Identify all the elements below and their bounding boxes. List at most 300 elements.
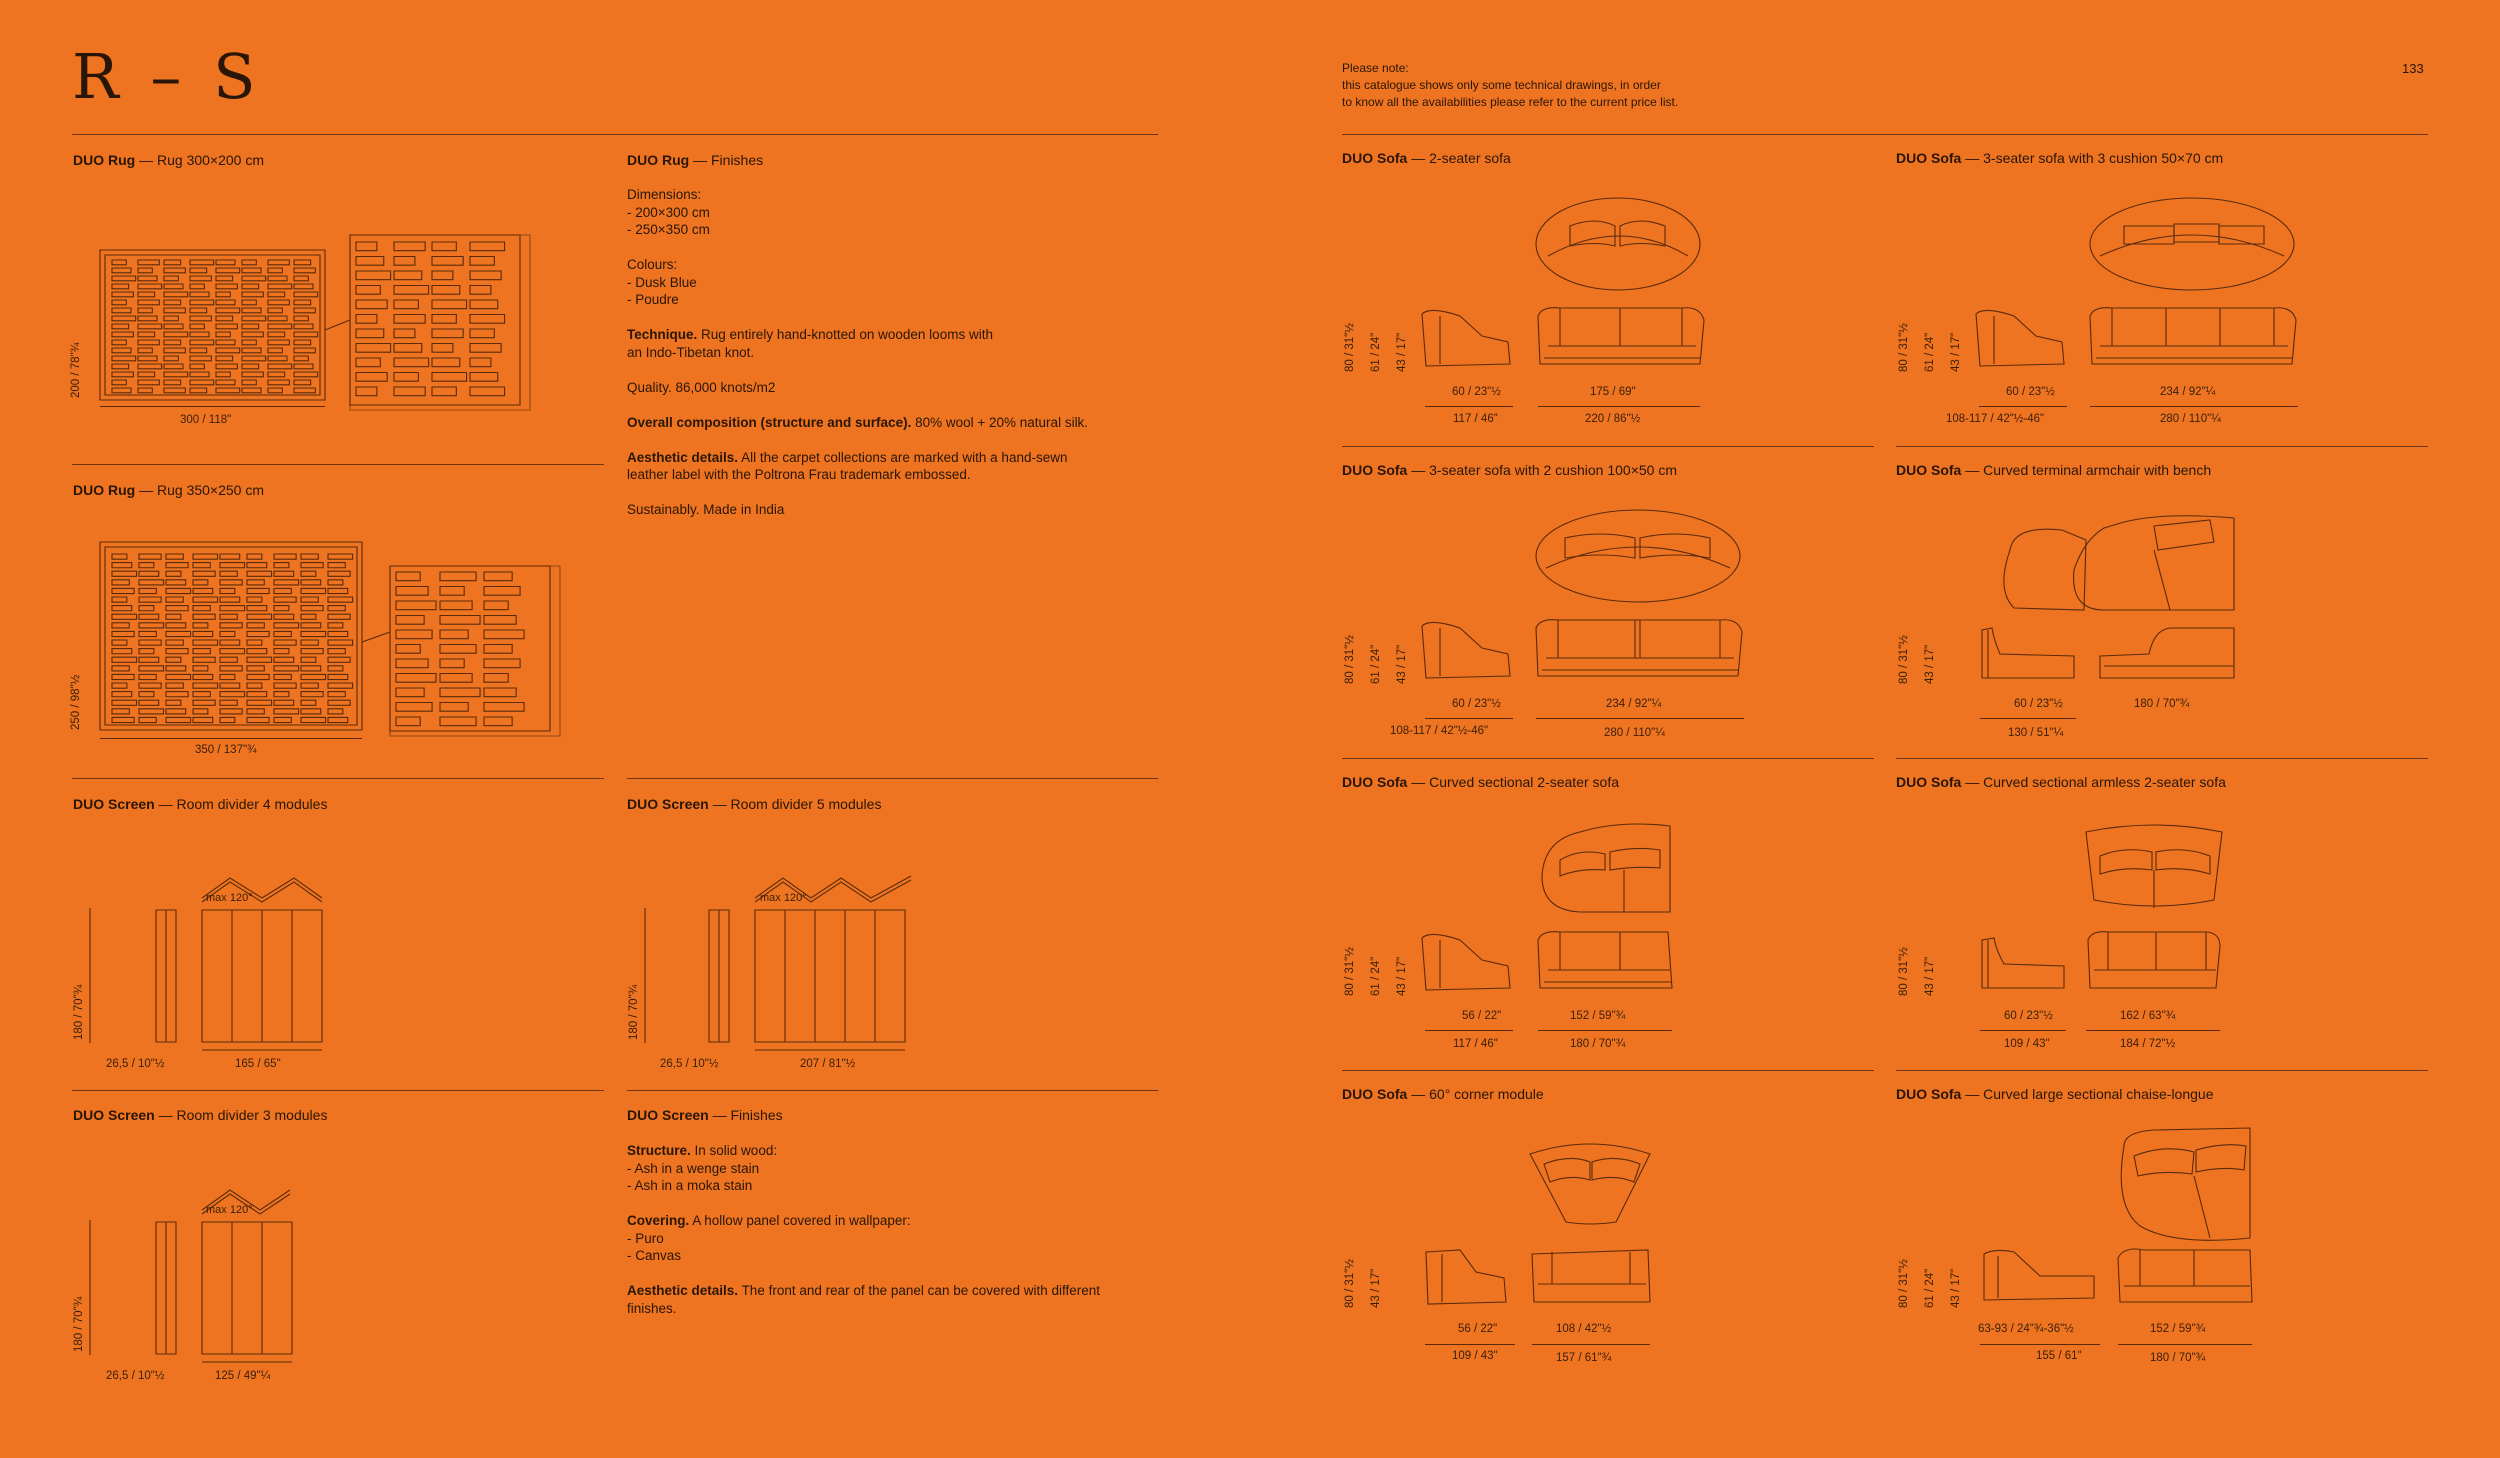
- rug-pattern-tile: [112, 683, 127, 688]
- sofa5-d2: 117 / 46": [1453, 1038, 1498, 1050]
- rug-pattern-tile: [247, 563, 267, 568]
- rug-pattern-tile: [193, 623, 208, 628]
- rug-pattern-tile: [138, 308, 152, 313]
- composition-text: 80% wool + 20% natural silk.: [915, 414, 1089, 430]
- rug-pattern-tile: [190, 308, 207, 313]
- rug-pattern-tile: [166, 700, 181, 705]
- rug-pattern-tile: [396, 659, 428, 668]
- rug-pattern-tile: [484, 659, 520, 668]
- sofa2-h1: 80 / 31"½: [1898, 323, 1910, 372]
- rug-pattern-tile: [432, 286, 460, 295]
- rug-pattern-tile: [328, 631, 348, 636]
- rug-pattern-tile: [112, 292, 133, 297]
- rug-pattern-tile: [216, 316, 233, 321]
- rug-pattern-tile: [247, 692, 267, 697]
- rug-pattern-tile: [242, 356, 266, 361]
- rug-350x250-drawing: [100, 542, 560, 742]
- dimension-line: [1425, 1344, 1515, 1345]
- rug-pattern-tile: [164, 356, 178, 361]
- rug-pattern-tile: [164, 284, 183, 289]
- rug-pattern-tile: [112, 606, 132, 611]
- rug-pattern-tile: [301, 606, 323, 611]
- rug-pattern-tile: [139, 709, 164, 714]
- rug-pattern-tile: [139, 631, 156, 636]
- rug-pattern-tile: [112, 614, 137, 619]
- sofa-curved-sectional-2-seater-heading: DUO Sofa — Curved sectional 2-seater sofa: [1342, 774, 1619, 790]
- rug-pattern-tile: [220, 700, 237, 705]
- screen-4-depth: 26,5 / 10"½: [106, 1058, 165, 1070]
- rug-pattern-tile: [164, 300, 181, 305]
- divider: [72, 1090, 604, 1091]
- rug-pattern-tile: [164, 292, 188, 297]
- rug-pattern-tile: [112, 580, 129, 585]
- rug-pattern-tile: [470, 329, 494, 338]
- rug-pattern-tile: [216, 356, 233, 361]
- rug-pattern-tile: [190, 380, 214, 385]
- dimension-item: - 200×300 cm: [627, 204, 710, 220]
- rug-pattern-tile: [216, 292, 230, 297]
- rug-pattern-tile: [470, 257, 494, 266]
- aesthetic-text: leather label with the Poltrona Frau trademark embossed.: [627, 467, 971, 482]
- rug-pattern-tile: [294, 268, 315, 273]
- rug-pattern-tile: [432, 315, 456, 324]
- rug-pattern-tile: [294, 324, 313, 329]
- rug-pattern-tile: [268, 316, 287, 321]
- rug-pattern-tile: [294, 356, 308, 361]
- rug-pattern-tile: [220, 623, 242, 628]
- rug-pattern-tile: [301, 666, 321, 671]
- rug-pattern-tile: [396, 688, 424, 697]
- rug-pattern-tile: [166, 692, 188, 697]
- rug-pattern-tile: [274, 631, 291, 636]
- rug-pattern-tile: [394, 358, 429, 367]
- rug-pattern-tile: [470, 344, 501, 353]
- rug-pattern-tile: [164, 324, 183, 329]
- sofa6-d2: 109 / 43": [2004, 1038, 2050, 1050]
- rug-pattern-tile: [166, 674, 191, 679]
- rug-pattern-tile: [470, 286, 491, 295]
- rug-pattern-tile: [328, 657, 350, 662]
- sofa6-w2: 184 / 72"½: [2120, 1038, 2176, 1050]
- rug-pattern-tile: [268, 268, 282, 273]
- rug-pattern-tile: [268, 380, 289, 385]
- rug-pattern-tile: [242, 372, 263, 377]
- screen-5-angle: max 120°: [760, 892, 807, 904]
- rug-pattern-tile: [138, 276, 157, 281]
- rug-pattern-tile: [164, 372, 188, 377]
- rug-pattern-tile: [247, 580, 264, 585]
- rug-pattern-tile: [294, 292, 318, 297]
- rug-pattern-tile: [440, 659, 464, 668]
- rug-pattern-tile: [164, 340, 181, 345]
- rug-pattern-tile: [301, 563, 323, 568]
- rug-finishes-text: [627, 186, 1167, 536]
- sofa6-h1: 80 / 31"½: [1898, 947, 1910, 996]
- rug-pattern-tile: [216, 300, 235, 305]
- sofa6-d1: 60 / 23"½: [2004, 1010, 2053, 1022]
- aesthetic-text: finishes.: [627, 1300, 677, 1316]
- rug-pattern-tile: [440, 688, 480, 697]
- aesthetic-label: Aesthetic details.: [627, 1283, 739, 1298]
- divider: [1896, 446, 2428, 447]
- rug-pattern-tile: [470, 315, 505, 324]
- rug-pattern-tile: [470, 242, 505, 251]
- rug-pattern-tile: [328, 649, 345, 654]
- sofa4-d1: 60 / 23"½: [2014, 698, 2063, 710]
- dimension-line: [2086, 1030, 2220, 1031]
- rug-pattern-tile: [139, 597, 161, 602]
- rug-pattern-tile: [394, 257, 415, 266]
- rug-pattern-tile: [242, 268, 261, 273]
- note-line-1: this catalogue shows only some technical drawings, in order: [1342, 78, 1661, 92]
- rug-pattern-tile: [274, 597, 296, 602]
- sofa2-w2: 280 / 110"¼: [2160, 413, 2221, 425]
- rug-pattern-tile: [328, 614, 350, 619]
- rug-pattern-tile: [294, 284, 313, 289]
- rug-pattern-tile: [356, 271, 391, 280]
- structure-label: Structure.: [627, 1143, 691, 1158]
- rug-pattern-tile: [166, 717, 191, 722]
- page-number: 133: [2402, 61, 2424, 76]
- rug-pattern-tile: [328, 700, 350, 705]
- rug-pattern-tile: [139, 657, 159, 662]
- rug-pattern-tile: [484, 645, 512, 654]
- dimension-line: [100, 738, 362, 739]
- rug-pattern-tile: [432, 358, 460, 367]
- divider: [627, 778, 1158, 779]
- rug-pattern-tile: [112, 674, 134, 679]
- sofa1-w2: 220 / 86"½: [1585, 413, 1641, 425]
- rug-pattern-tile: [432, 329, 463, 338]
- catalogue-note: [1342, 60, 1678, 111]
- dimension-line: [2090, 406, 2298, 407]
- rug-pattern-tile: [247, 623, 264, 628]
- rug-pattern-tile: [166, 614, 181, 619]
- rug-pattern-tile: [328, 554, 353, 559]
- rug-pattern-tile: [247, 683, 262, 688]
- structure-text: In solid wood:: [694, 1143, 778, 1158]
- rug-pattern-tile: [216, 324, 237, 329]
- rug-pattern-tile: [166, 666, 186, 671]
- sofa-chaise-longue-drawing: [1974, 1126, 2264, 1326]
- technique-label: Technique.: [627, 327, 698, 342]
- sofa4-w1: 180 / 70"¾: [2134, 698, 2190, 710]
- rug-pattern-tile: [484, 587, 520, 596]
- screen-4-height: 180 / 70"¾: [73, 984, 85, 1040]
- rug-pattern-tile: [139, 588, 156, 593]
- rug-pattern-tile: [190, 292, 209, 297]
- rug-pattern-tile: [139, 692, 154, 697]
- covering-label: Covering.: [627, 1213, 690, 1228]
- sofa5-h3: 43 / 17": [1396, 956, 1408, 996]
- divider: [1342, 758, 1874, 759]
- rug-pattern-tile: [193, 717, 213, 722]
- sofa-2-seater-heading: DUO Sofa — 2-seater sofa: [1342, 150, 1511, 166]
- rug-pattern-tile: [164, 260, 181, 265]
- rug-pattern-tile: [138, 284, 162, 289]
- rug-pattern-tile: [328, 580, 343, 585]
- rug-pattern-tile: [112, 372, 133, 377]
- rug-pattern-tile: [432, 257, 463, 266]
- rug-pattern-tile: [193, 554, 218, 559]
- rug-300x200-drawing: [100, 230, 530, 410]
- rug-pattern-tile: [274, 606, 289, 611]
- rug-pattern-tile: [242, 300, 256, 305]
- sofa-curved-sectional-2-seater-drawing: [1420, 820, 1720, 1010]
- rug-pattern-tile: [394, 242, 425, 251]
- rug-pattern-tile: [139, 640, 161, 645]
- rug-pattern-tile: [294, 348, 315, 353]
- dimension-line: [1980, 1344, 2100, 1345]
- rug-pattern-tile: [274, 614, 294, 619]
- rug-pattern-tile: [138, 316, 157, 321]
- rug-pattern-tile: [166, 657, 181, 662]
- rug-pattern-tile: [138, 380, 159, 385]
- rug-pattern-tile: [268, 324, 292, 329]
- rug-pattern-tile: [274, 588, 291, 593]
- rug-pattern-tile: [242, 380, 256, 385]
- rug-pattern-tile: [274, 554, 296, 559]
- sofa2-w1: 234 / 92"¼: [2160, 386, 2216, 398]
- screen-3-height: 180 / 70"¾: [73, 1296, 85, 1352]
- sofa-curved-armless-drawing: [1974, 820, 2234, 1010]
- rug-pattern-tile: [193, 683, 218, 688]
- rug-pattern-tile: [112, 666, 129, 671]
- rug-pattern-tile: [328, 709, 343, 714]
- rug-pattern-tile: [274, 571, 294, 576]
- rug-pattern-tile: [268, 364, 292, 369]
- rug-pattern-tile: [394, 329, 415, 338]
- rug-350x250-heading: DUO Rug — Rug 350×250 cm: [73, 482, 265, 498]
- rug-pattern-tile: [112, 308, 131, 313]
- sofa2-h2: 61 / 24": [1924, 332, 1936, 372]
- rug-pattern-tile: [242, 332, 263, 337]
- rug-pattern-tile: [216, 332, 230, 337]
- rug-pattern-tile: [112, 364, 129, 369]
- rug-pattern-tile: [247, 571, 272, 576]
- colour-item: - Dusk Blue: [627, 274, 697, 290]
- sustainability-text: Sustainably. Made in India: [627, 502, 785, 517]
- rug-300x200-height: 200 / 78"¾: [70, 342, 82, 398]
- rug-pattern-tile: [193, 640, 218, 645]
- dimension-item: - 250×350 cm: [627, 222, 710, 237]
- rug-pattern-tile: [112, 717, 134, 722]
- rug-pattern-tile: [268, 356, 287, 361]
- rug-pattern-tile: [193, 563, 210, 568]
- sofa8-d1: 63-93 / 24"¾-36"½: [1978, 1323, 2074, 1335]
- rug-pattern-tile: [328, 666, 343, 671]
- rug-pattern-tile: [301, 580, 321, 585]
- rug-pattern-tile: [220, 709, 242, 714]
- rug-pattern-tile: [301, 692, 323, 697]
- rug-pattern-tile: [112, 649, 132, 654]
- rug-pattern-tile: [139, 563, 154, 568]
- rug-pattern-tile: [139, 666, 164, 671]
- sofa5-w2: 180 / 70"¾: [1570, 1038, 1626, 1050]
- rug-pattern-tile: [216, 260, 235, 265]
- dimension-line: [1980, 718, 2076, 719]
- rug-pattern-tile: [396, 630, 432, 639]
- rug-pattern-tile: [112, 657, 137, 662]
- rug-pattern-tile: [440, 572, 476, 581]
- rug-pattern-tile: [220, 580, 242, 585]
- rug-pattern-tile: [301, 683, 318, 688]
- sofa5-d1: 56 / 22": [1462, 1010, 1502, 1022]
- rug-pattern-tile: [247, 709, 264, 714]
- rug-pattern-tile: [138, 356, 157, 361]
- rug-pattern-tile: [166, 606, 188, 611]
- rug-pattern-tile: [268, 340, 289, 345]
- sofa2-d1: 60 / 23"½: [2006, 386, 2055, 398]
- rug-pattern-tile: [328, 640, 353, 645]
- rug-pattern-tile: [139, 674, 156, 679]
- rug-pattern-tile: [138, 324, 162, 329]
- rug-pattern-tile: [242, 340, 256, 345]
- rug-pattern-tile: [356, 344, 391, 353]
- rug-pattern-tile: [268, 332, 285, 337]
- rug-pattern-tile: [301, 554, 318, 559]
- rug-pattern-tile: [193, 666, 208, 671]
- rug-pattern-tile: [193, 580, 208, 585]
- rug-pattern-tile: [356, 329, 384, 338]
- rug-pattern-tile: [220, 563, 245, 568]
- rug-pattern-tile: [139, 649, 154, 654]
- sofa3-d2: 108-117 / 42"½-46": [1390, 725, 1489, 737]
- note-title: Please note:: [1342, 61, 1409, 75]
- rug-pattern-tile: [432, 373, 467, 382]
- composition-label: Overall composition (structure and surface).: [627, 414, 912, 430]
- rug-pattern-tile: [242, 284, 259, 289]
- rug-pattern-tile: [268, 260, 289, 265]
- structure-item: - Ash in a moka stain: [627, 1178, 753, 1193]
- rug-pattern-tile: [166, 640, 183, 645]
- sofa7-d2: 109 / 43": [1452, 1350, 1498, 1362]
- dimension-line: [1980, 1030, 2066, 1031]
- rug-pattern-tile: [484, 703, 524, 712]
- rug-pattern-tile: [432, 271, 453, 280]
- rug-pattern-tile: [396, 674, 436, 683]
- rug-pattern-tile: [190, 276, 211, 281]
- sofa3-h3: 43 / 17": [1396, 644, 1408, 684]
- rug-pattern-tile: [193, 674, 213, 679]
- rug-pattern-tile: [112, 260, 126, 265]
- rug-pattern-tile: [138, 268, 152, 273]
- rug-pattern-tile: [274, 692, 289, 697]
- rug-pattern-tile: [268, 388, 282, 393]
- rug-pattern-tile: [190, 324, 204, 329]
- divider: [1342, 1070, 1874, 1071]
- screen-finishes-text: [627, 1142, 1167, 1335]
- rug-pattern-tile: [166, 709, 186, 714]
- rug-pattern-tile: [470, 271, 501, 280]
- rug-pattern-tile: [440, 616, 480, 625]
- rug-pattern-tile: [247, 717, 269, 722]
- rug-pattern-tile: [328, 674, 348, 679]
- divider: [627, 1090, 1158, 1091]
- rug-pattern-tile: [294, 364, 313, 369]
- rug-pattern-tile: [301, 700, 316, 705]
- rug-pattern-tile: [247, 588, 269, 593]
- rug-pattern-tile: [193, 571, 215, 576]
- rug-pattern-tile: [164, 380, 181, 385]
- rug-pattern-tile: [190, 284, 204, 289]
- aesthetic-text: All the carpet collections are marked with a hand-sewn: [741, 449, 1068, 465]
- rug-pattern-tile: [220, 606, 245, 611]
- sofa2-h3: 43 / 17": [1950, 332, 1962, 372]
- rug-pattern-tile: [301, 649, 323, 654]
- rug-pattern-tile: [301, 597, 318, 602]
- rug-pattern-tile: [166, 597, 183, 602]
- rug-pattern-tile: [396, 616, 424, 625]
- rug-pattern-tile: [193, 614, 215, 619]
- rug-pattern-tile: [274, 709, 299, 714]
- technique-text: Rug entirely hand-knotted on wooden looms with: [701, 327, 993, 342]
- sofa4-h1: 80 / 31"½: [1898, 635, 1910, 684]
- rug-pattern-tile: [166, 683, 183, 688]
- rug-300x200-width: 300 / 118": [180, 414, 232, 426]
- divider: [72, 778, 604, 779]
- dimension-line: [1425, 406, 1513, 407]
- sofa3-w1: 234 / 92"¼: [1606, 698, 1662, 710]
- sofa1-h2: 61 / 24": [1370, 332, 1382, 372]
- screen-5-heading: DUO Screen — Room divider 5 modules: [627, 796, 882, 812]
- rug-pattern-tile: [301, 657, 316, 662]
- dimensions-label: Dimensions:: [627, 187, 702, 202]
- rug-pattern-tile: [216, 308, 240, 313]
- rug-pattern-tile: [328, 597, 353, 602]
- dimension-line: [1536, 718, 1744, 719]
- sofa3-w2: 280 / 110"¼: [1604, 727, 1665, 739]
- rug-pattern-tile: [190, 372, 209, 377]
- screen-3-depth: 26,5 / 10"½: [106, 1370, 165, 1382]
- rug-pattern-tile: [440, 674, 472, 683]
- rug-pattern-tile: [268, 348, 282, 353]
- rug-pattern-tile: [139, 717, 156, 722]
- rug-pattern-tile: [268, 292, 285, 297]
- rug-pattern-tile: [274, 563, 289, 568]
- rug-pattern-tile: [301, 717, 326, 722]
- rug-pattern-tile: [301, 709, 321, 714]
- rug-pattern-tile: [268, 276, 287, 281]
- rug-pattern-tile: [274, 640, 296, 645]
- rug-pattern-tile: [396, 703, 432, 712]
- rug-pattern-tile: [268, 372, 285, 377]
- rug-pattern-tile: [193, 649, 210, 654]
- screen-5-height: 180 / 70"¾: [628, 984, 640, 1040]
- rug-pattern-tile: [328, 563, 345, 568]
- screen-finishes-heading: DUO Screen — Finishes: [627, 1107, 783, 1123]
- rug-pattern-tile: [220, 649, 245, 654]
- rug-pattern-tile: [112, 300, 126, 305]
- rug-pattern-tile: [274, 580, 299, 585]
- divider: [72, 134, 1158, 135]
- dimension-line: [1979, 406, 2067, 407]
- rug-pattern-tile: [356, 300, 387, 309]
- sofa-3-seater-3-cushion-drawing: [1974, 196, 2304, 386]
- rug-pattern-tile: [356, 315, 377, 324]
- rug-pattern-tile: [166, 631, 191, 636]
- screen-5-depth: 26,5 / 10"½: [660, 1058, 719, 1070]
- rug-pattern-tile: [164, 388, 185, 393]
- rug-pattern-tile: [247, 649, 267, 654]
- rug-pattern-tile: [247, 674, 269, 679]
- rug-pattern-tile: [294, 260, 311, 265]
- rug-pattern-tile: [112, 316, 136, 321]
- rug-pattern-tile: [301, 623, 321, 628]
- rug-pattern-tile: [328, 623, 343, 628]
- rug-pattern-tile: [164, 308, 185, 313]
- rug-pattern-tile: [112, 348, 131, 353]
